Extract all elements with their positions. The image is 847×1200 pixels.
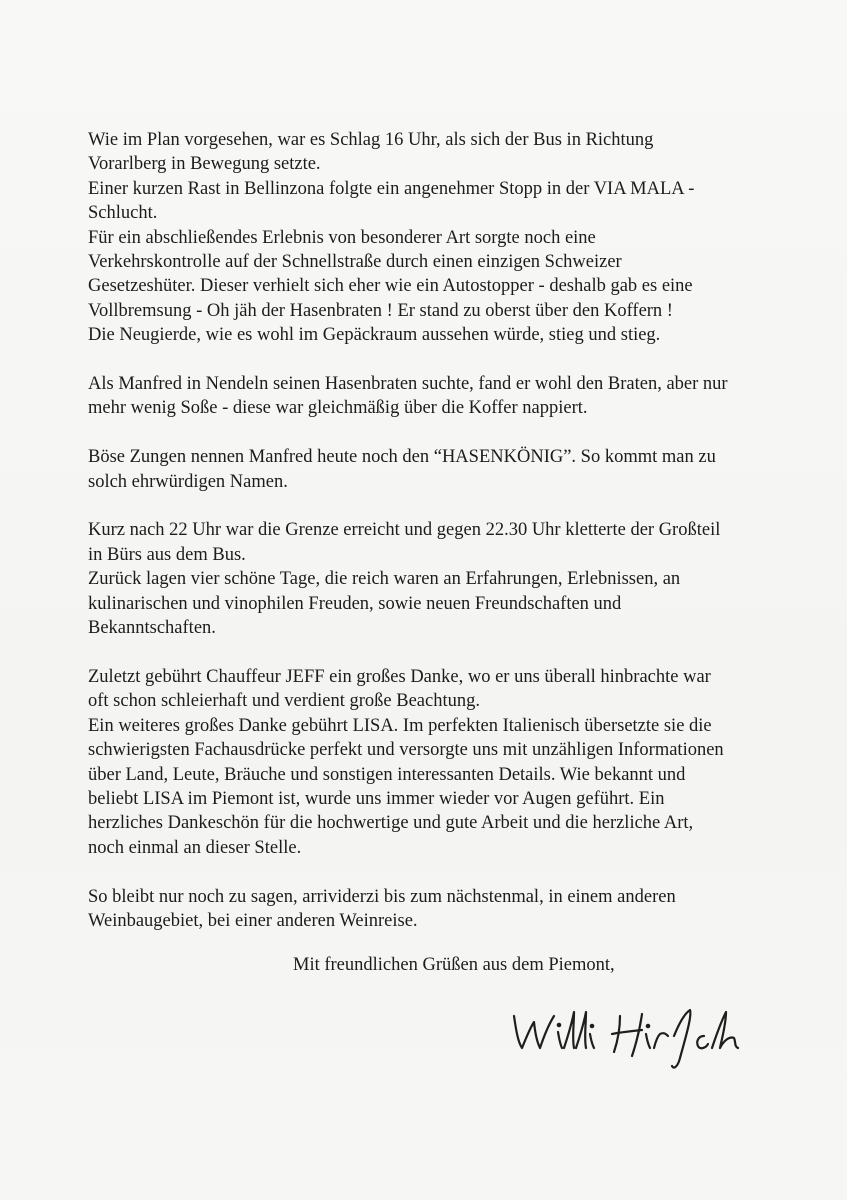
- text-line: Wie im Plan vorgesehen, war es Schlag 16 Uhr, als sich der Bus in Richtung: [88, 130, 654, 150]
- text-line: Verkehrskontrolle auf der Schnellstraße durch einen einzigen Schweizer: [88, 252, 622, 273]
- text-line: Zurück lagen vier schöne Tage, die reich waren an Erfahrungen, Erlebnissen, an: [88, 569, 681, 590]
- text-line: Die Neugierde, wie es wohl im Gepäckraum aussehen würde, stieg und stieg.: [88, 325, 661, 346]
- text-line: Vorarlberg in Bewegung setzte.: [88, 154, 321, 175]
- handwritten-signature: [508, 996, 758, 1076]
- text-line: Vollbremsung - Oh jäh der Hasenbraten ! Er stand zu oberst über den Koffern !: [88, 300, 673, 321]
- text-line: schwierigsten Fachausdrücke perfekt und versorgte uns mit unzähligen Informationen: [88, 740, 724, 761]
- text-line: kulinarischen und vinophilen Freuden, sowie neuen Freundschaften und: [88, 593, 622, 614]
- signature-drawing: [508, 996, 758, 1076]
- text-line: Für ein abschließendes Erlebnis von besonderer Art sorgte noch eine: [88, 227, 596, 248]
- text-line: herzliches Dankeschön für die hochwertige und gute Arbeit und die herzliche Art,: [88, 813, 694, 834]
- paragraph-farewell: [88, 885, 778, 934]
- text-line: oft schon schleierhaft und verdient große Beachtung.: [88, 691, 480, 712]
- text-line: Als Manfred in Nendeln seinen Hasenbraten suchte, fand er wohl den Braten, aber nur: [88, 374, 728, 395]
- text-line: Schlucht.: [88, 203, 158, 224]
- text-line: solch ehrwürdigen Namen.: [88, 471, 288, 492]
- text-line: So bleibt nur noch zu sagen, arrividerzi bis zum nächstenmal, in einem anderen: [88, 886, 676, 907]
- paragraph-hasenkoenig: [88, 445, 778, 494]
- text-line: über Land, Leute, Bräuche und sonstigen interessanten Details. Wie bekannt und: [88, 764, 686, 785]
- text-line: mehr wenig Soße - diese war gleichmäßig über die Koffer nappiert.: [88, 398, 588, 419]
- paragraph-thanks: [88, 665, 778, 860]
- text-line: Ein weiteres großes Danke gebührt LISA. Im perfekten Italienisch übersetzte sie die: [88, 715, 712, 736]
- paragraph-arrival: [88, 518, 778, 640]
- letter-body: [88, 128, 778, 958]
- paragraph-hasenbraten: [88, 372, 778, 421]
- text-line: noch einmal an dieser Stelle.: [88, 837, 302, 858]
- text-line: Böse Zungen nennen Manfred heute noch den “HASENKÖNIG”. So kommt man zu: [88, 447, 716, 468]
- text-line: in Bürs aus dem Bus.: [88, 544, 246, 565]
- text-line: Bekanntschaften.: [88, 618, 216, 639]
- text-line: beliebt LISA im Piemont ist, wurde uns immer wieder vor Augen geführt. Ein: [88, 788, 665, 809]
- text-line: Zuletzt gebührt Chauffeur JEFF ein großes Danke, wo er uns überall hinbrachte war: [88, 666, 711, 687]
- text-line: Weinbaugebiet, bei einer anderen Weinreise.: [88, 910, 418, 931]
- paragraph-bus-departure: [88, 128, 778, 348]
- text-line: Gesetzeshüter. Dieser verhielt sich eher wie ein Autostopper - deshalb gab es eine: [88, 276, 693, 297]
- text-line: Kurz nach 22 Uhr war die Grenze erreicht und gegen 22.30 Uhr kletterte der Großteil: [88, 520, 721, 541]
- text-line: Einer kurzen Rast in Bellinzona folgte ein angenehmer Stopp in der VIA MALA -: [88, 178, 695, 199]
- closing-salutation: Mit freundlichen Grüßen aus dem Piemont,: [293, 955, 615, 975]
